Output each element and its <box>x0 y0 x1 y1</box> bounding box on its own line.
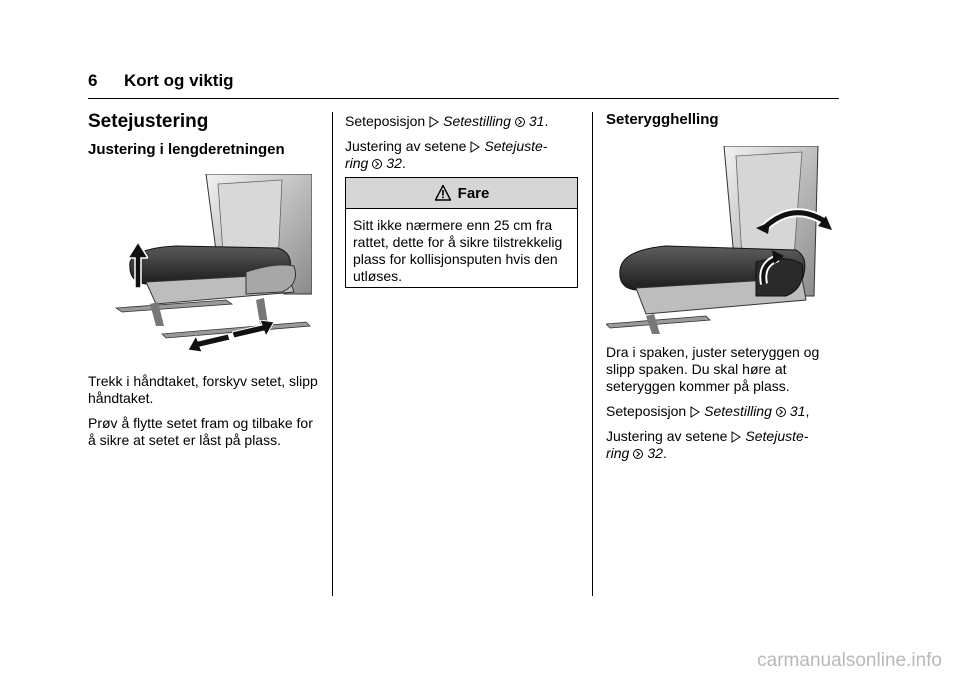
subsection-title-length: Justering i lengderetningen <box>88 141 285 158</box>
reference-arrow-icon <box>730 431 742 443</box>
column-divider-1 <box>332 112 333 596</box>
page-header <box>88 71 234 91</box>
link-setejustering[interactable]: Setejuste- <box>484 138 548 154</box>
cross-reference: Seteposisjon Setestilling 31. <box>345 113 549 129</box>
page-link-32[interactable]: 32 <box>647 445 663 461</box>
link-setestilling[interactable]: Setestilling <box>704 403 772 419</box>
header-divider <box>88 98 839 99</box>
watermark: carmanualsonline.info <box>757 650 942 671</box>
seat-recline-figure <box>606 146 834 334</box>
paragraph: Dra i spaken, juster seteryggen og slipp spaken. Du skal høre at seteryggen kommer på plass. <box>606 344 820 394</box>
page-link-31[interactable]: 31 <box>528 113 545 129</box>
middle-refs <box>345 113 581 180</box>
lever-arrow-icon <box>756 250 786 286</box>
warning-box <box>345 177 578 288</box>
reference-arrow-icon <box>469 141 481 153</box>
warning-header <box>346 178 577 209</box>
paragraph: Trekk i håndtaket, forskyv setet, slipp håndtaket. <box>88 373 318 406</box>
paragraph: Prøv å flytte setet fram og tilbake for å sikre at setet er låst på plass. <box>88 415 313 448</box>
arrow-forward-icon <box>232 320 274 338</box>
link-setejustering-cont[interactable]: ring <box>345 155 369 171</box>
page-ref-icon <box>775 406 787 418</box>
reference-arrow-icon <box>689 406 701 418</box>
page-ref-icon <box>371 158 383 170</box>
arrow-up-icon <box>128 242 148 288</box>
link-setejustering-cont[interactable]: ring <box>606 445 630 461</box>
seat-illustration <box>606 146 834 334</box>
cross-reference: Justering av setene Setejuste- ring 32. <box>606 428 809 461</box>
cross-reference: Seteposisjon Setestilling 31, <box>606 403 810 419</box>
page-link-32[interactable]: 32 <box>386 155 402 171</box>
seat-length-figure <box>106 174 312 356</box>
curved-arrow-icon <box>756 200 834 234</box>
page-ref-icon <box>514 116 526 128</box>
column-divider-2 <box>592 112 593 596</box>
reference-arrow-icon <box>428 116 440 128</box>
warning-title: Fare <box>457 184 490 202</box>
cross-reference: Justering av setene Setejuste- ring 32. <box>345 138 548 171</box>
warning-text: Sitt ikke nærmere enn 25 cm fra rattet, dette for å sikre tilstrekkelig plass for kollisjonsputen hvis den utløses. <box>353 217 563 284</box>
page-number: 6 <box>88 71 98 90</box>
left-text <box>88 373 324 457</box>
link-setejustering[interactable]: Setejuste- <box>745 428 809 444</box>
arrow-back-icon <box>188 334 230 352</box>
page-link-31[interactable]: 31 <box>789 403 806 419</box>
right-text <box>606 344 842 470</box>
link-setestilling[interactable]: Setestilling <box>443 113 511 129</box>
subsection-title-recline: Seterygghelling <box>606 111 719 128</box>
page-ref-icon <box>632 448 644 460</box>
section-title: Setejustering <box>88 111 209 132</box>
chapter-title: Kort og viktig <box>124 71 234 90</box>
warning-triangle-icon <box>434 184 452 202</box>
